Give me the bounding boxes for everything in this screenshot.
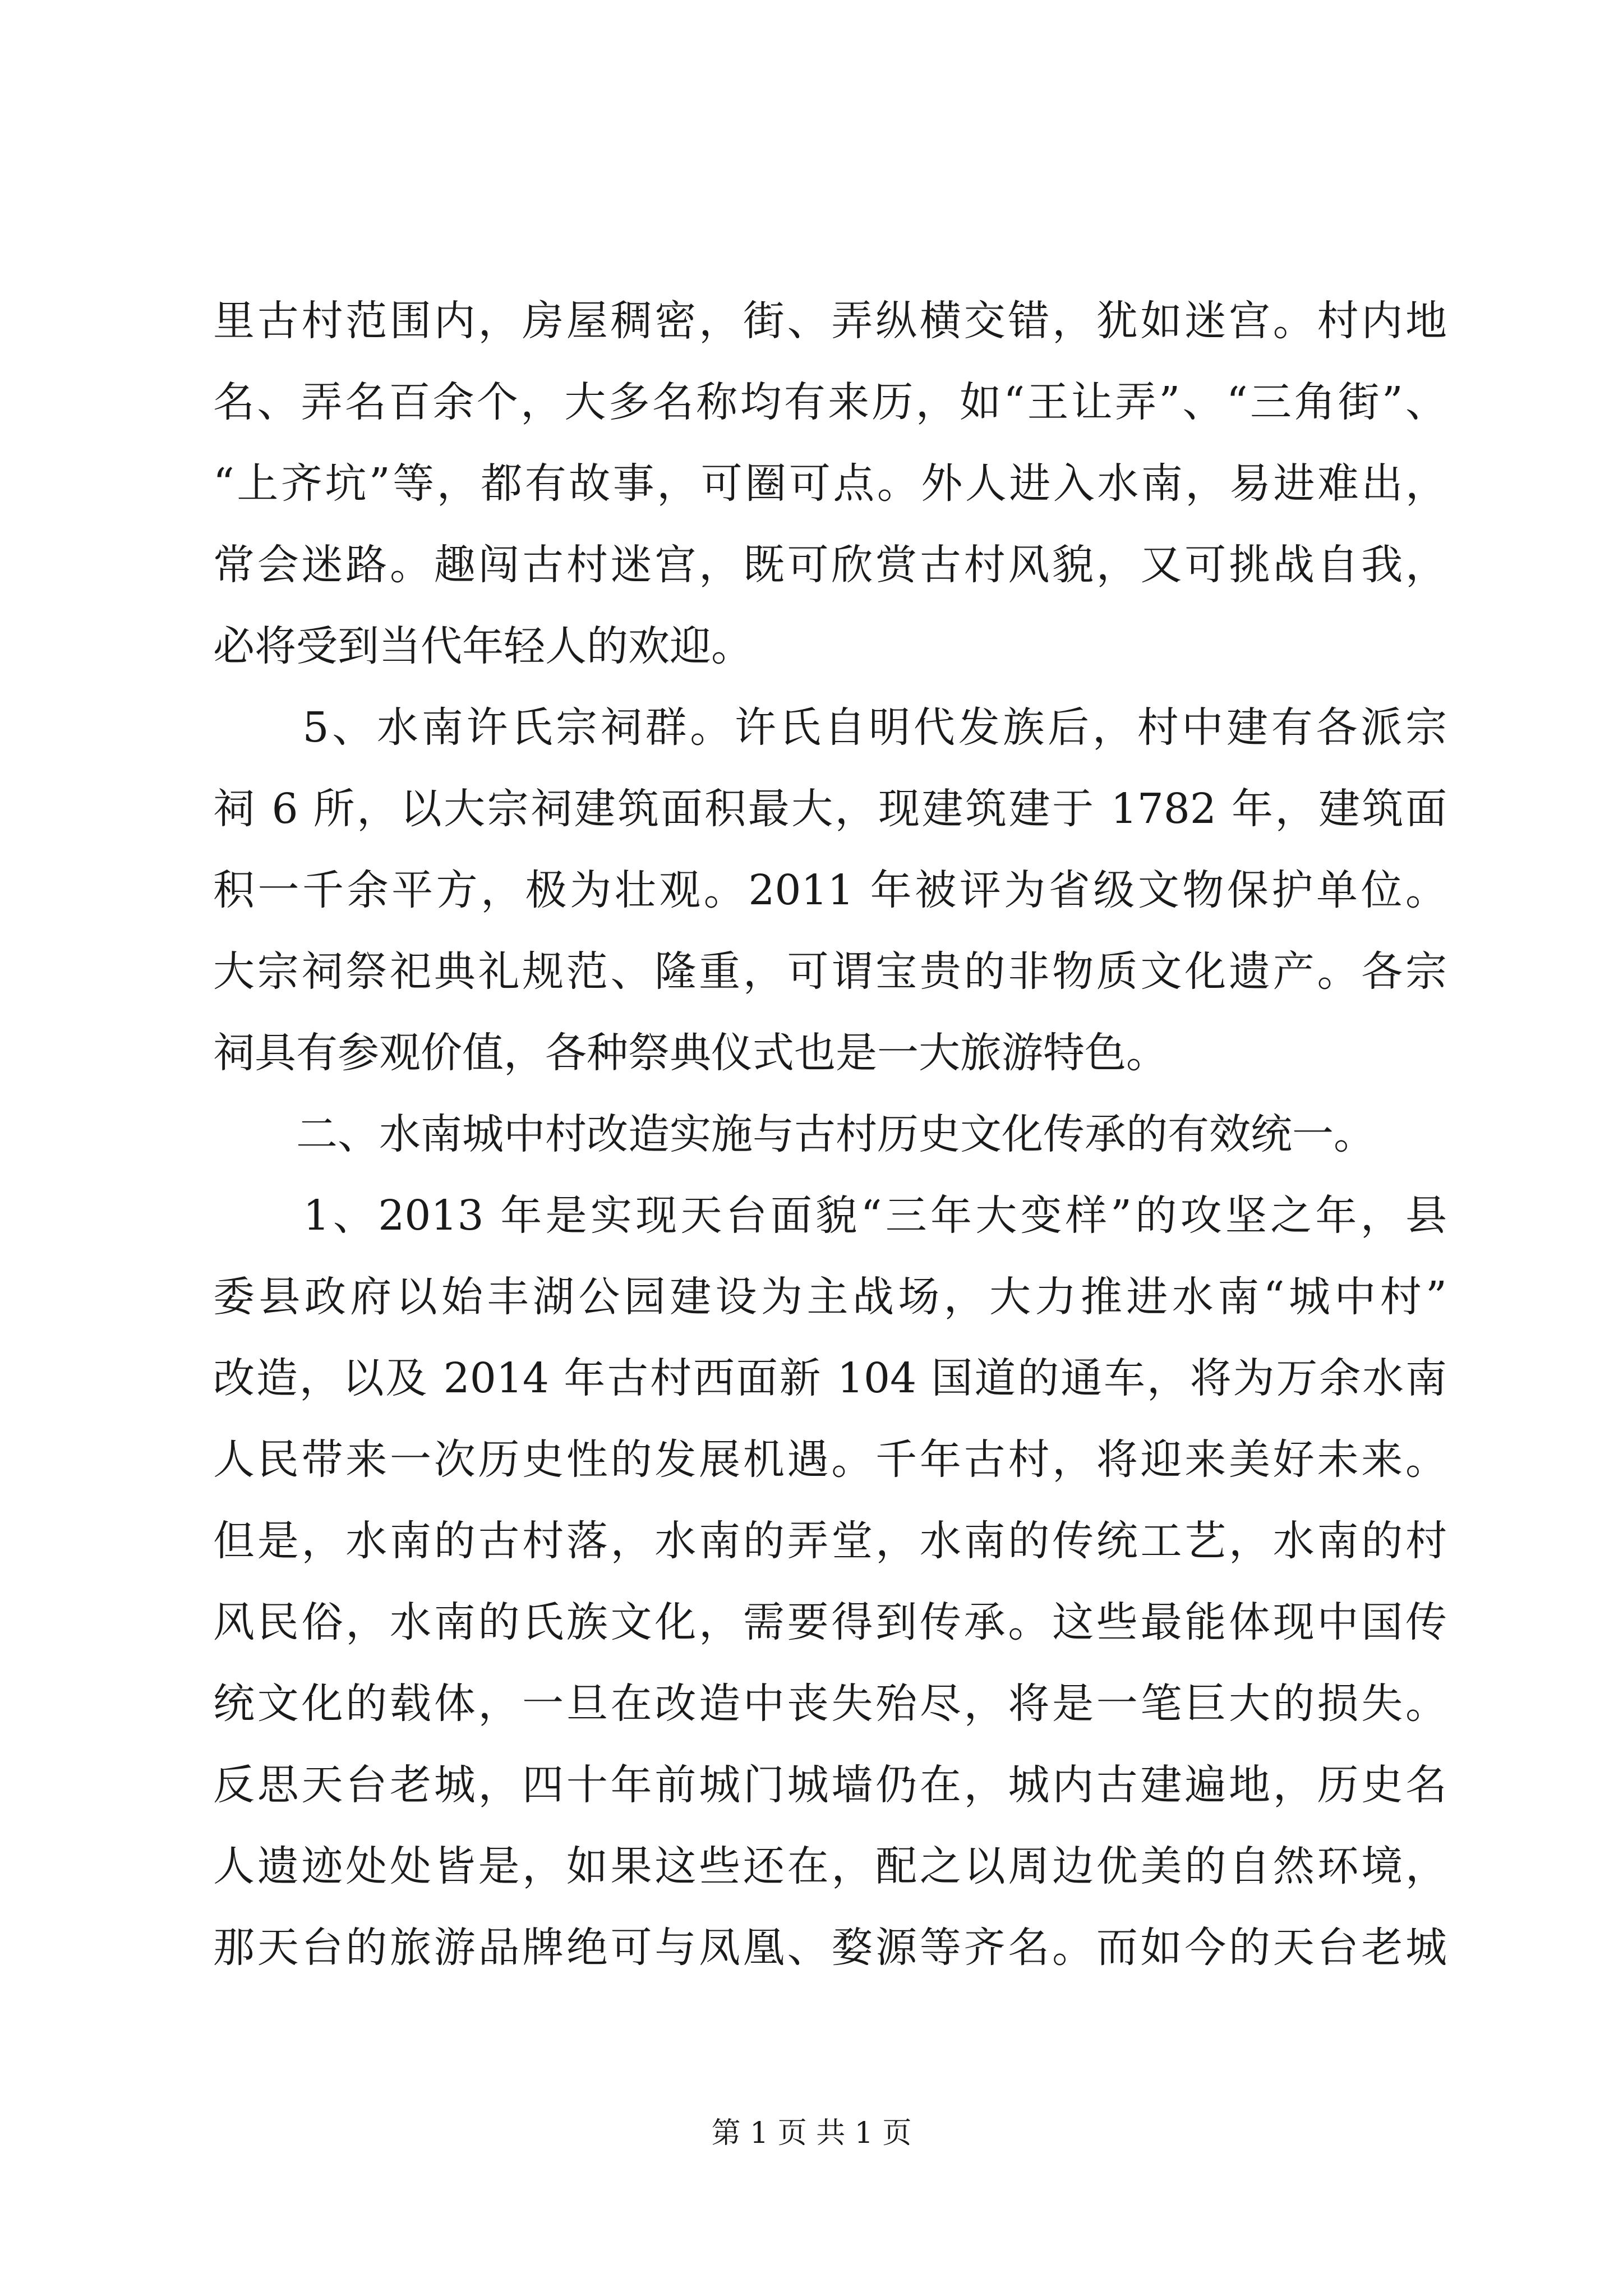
text-line: 统文化的载体，一旦在改造中丧失殆尽，将是一笔巨大的损失。 [213, 1680, 1447, 1728]
text-line: 委县政府以始丰湖公园建设为主战场，大力推进水南“城中村” [213, 1273, 1447, 1321]
text-line: 5、水南许氏宗祠群。许氏自明代发族后，村中建有各派宗 [213, 703, 1447, 752]
text-line: 那天台的旅游品牌绝可与凤凰、婺源等齐名。而如今的天台老城 [213, 1924, 1447, 1972]
body-text [213, 280, 1447, 1989]
text-line: 风民俗，水南的氏族文化，需要得到传承。这些最能体现中国传 [213, 1598, 1447, 1646]
text-line: 必将受到当代年轻人的欢迎。 [213, 622, 753, 670]
text-line: 里古村范围内，房屋稠密，街、弄纵横交错，犹如迷宫。村内地 [213, 297, 1447, 345]
text-line: 大宗祠祭祀典礼规范、隆重，可谓宝贵的非物质文化遗产。各宗 [213, 947, 1447, 996]
text-line: 积一千余平方，极为壮观。2011 年被评为省级文物保护单位。 [213, 866, 1447, 914]
text-line: “上齐坑”等，都有故事，可圈可点。外人进入水南，易进难出， [213, 459, 1447, 508]
text-line: 人民带来一次历史性的发展机遇。千年古村，将迎来美好未来。 [213, 1435, 1447, 1484]
text-line: 祠具有参观价值，各种祭典仪式也是一大旅游特色。 [213, 1029, 1168, 1077]
text-line: 但是，水南的古村落，水南的弄堂，水南的传统工艺，水南的村 [213, 1517, 1447, 1565]
text-line: 改造，以及 2014 年古村西面新 104 国道的通车，将为万余水南 [213, 1354, 1447, 1402]
text-line: 反思天台老城，四十年前城门城墙仍在，城内古建遍地，历史名 [213, 1761, 1447, 1809]
text-line: 常会迷路。趣闯古村迷宫，既可欣赏古村风貌，又可挑战自我， [213, 541, 1447, 589]
text-line: 名、弄名百余个，大多名称均有来历，如“王让弄”、“三角街”、 [213, 378, 1447, 426]
text-line: 祠 6 所，以大宗祠建筑面积最大，现建筑建于 1782 年，建筑面 [213, 785, 1447, 833]
page-footer: 第 1 页 共 1 页 [711, 2116, 912, 2150]
text-line: 二、水南城中村改造实施与古村历史文化传承的有效统一。 [213, 1110, 1375, 1158]
text-line: 1、2013 年是实现天台面貌“三年大变样”的攻坚之年，县 [213, 1191, 1447, 1240]
text-line: 人遗迹处处皆是，如果这些还在，配之以周边优美的自然环境， [213, 1842, 1447, 1890]
